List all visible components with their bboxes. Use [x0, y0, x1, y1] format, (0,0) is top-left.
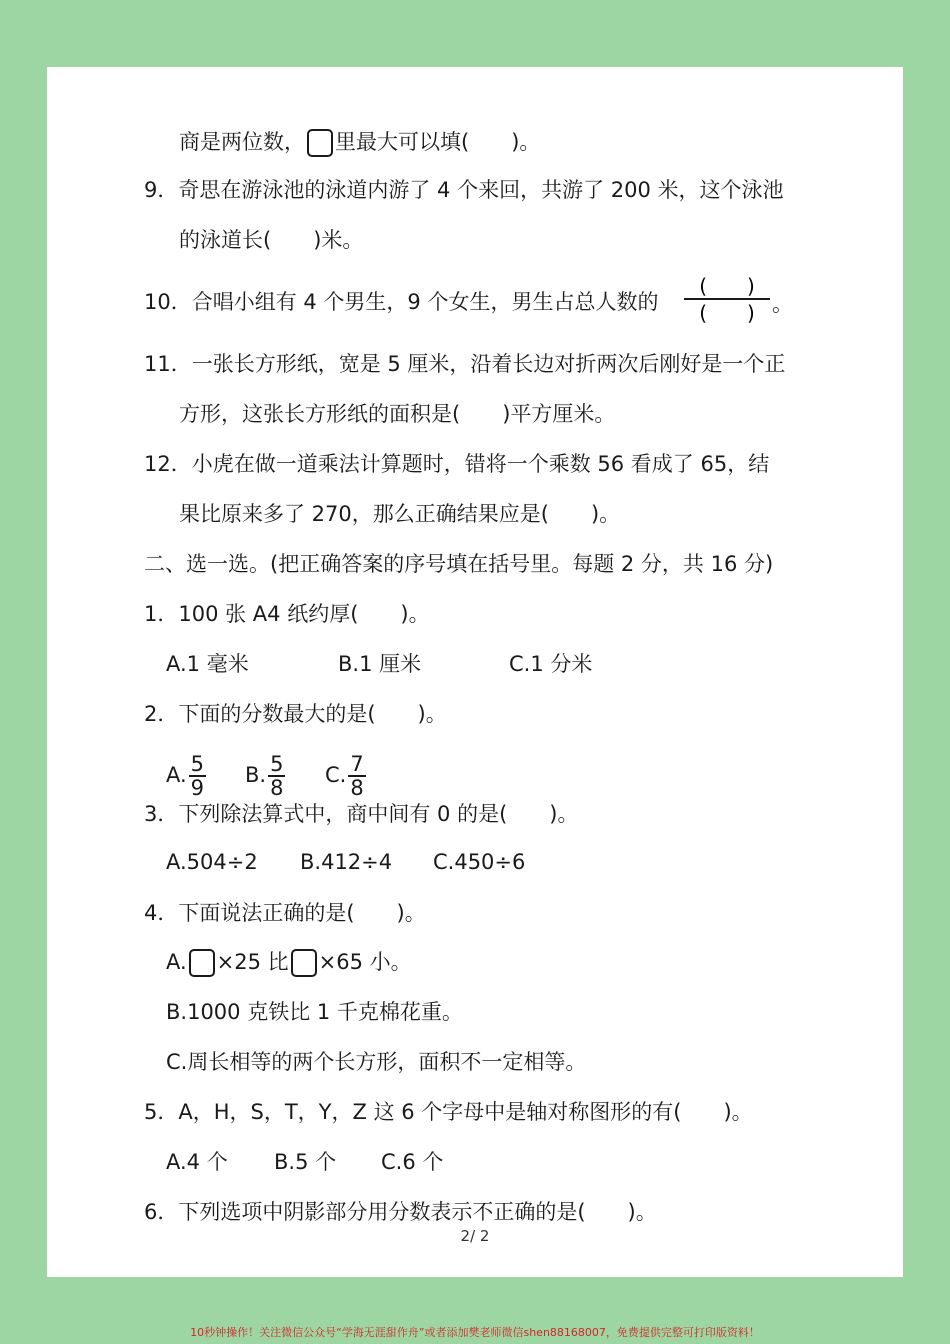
q10-end	[47, 289, 903, 319]
c2-c-label: C.	[325, 763, 347, 787]
c3-option-a: A.504÷2	[166, 850, 258, 874]
choice-2-options	[47, 750, 903, 800]
c2-question: 2．下面的分数最大的是( )。	[144, 702, 447, 726]
c2-a-label: A.	[166, 763, 187, 787]
c2-a-fraction	[189, 753, 206, 799]
q12-text-2: 果比原来多了 270，那么正确结果应是( )。	[179, 502, 621, 526]
c2-b-numerator: 5	[270, 752, 284, 776]
c2-option-c	[325, 750, 368, 800]
q8-text-after: 里最大可以填( )。	[335, 130, 541, 154]
c3-question: 3．下列除法算式中，商中间有 0 的是( )。	[144, 802, 579, 826]
c1-option-b: B.1 厘米	[338, 652, 422, 676]
choice-3-options	[47, 847, 903, 877]
c2-b-denominator: 8	[270, 776, 284, 800]
choice-question-6	[47, 1197, 903, 1227]
q8-text-before: 商是两位数，	[179, 130, 305, 154]
question-12-line2	[47, 499, 903, 529]
blank-box	[291, 949, 317, 977]
q9-text-2: 的泳道长( )米。	[179, 228, 364, 252]
q9-text-1: 9．奇思在游泳池的泳道内游了 4 个来回，共游了 200 米，这个泳池	[144, 178, 784, 202]
c2-c-numerator: 7	[350, 752, 364, 776]
c2-b-label: B.	[245, 763, 267, 787]
question-11-line2	[47, 399, 903, 429]
c6-question: 6．下列选项中阴影部分用分数表示不正确的是( )。	[144, 1200, 657, 1224]
c3-option-c: C.450÷6	[433, 850, 526, 874]
choice-question-4	[47, 898, 903, 928]
choice-4-option-b	[47, 997, 903, 1027]
c2-a-numerator: 5	[190, 752, 205, 776]
question-9-line1	[47, 175, 903, 205]
question-9-line2	[47, 225, 903, 255]
c2-option-b	[245, 750, 287, 800]
q10-fraction-numerator: ( )	[699, 274, 755, 298]
q8-continuation	[47, 127, 903, 157]
section-2-title: 二、选一选。(把正确答案的序号填在括号里。每题 2 分，共 16 分)	[144, 552, 774, 576]
q11-text-2: 方形，这张长方形纸的面积是( )平方厘米。	[179, 402, 616, 426]
section-2-heading	[47, 549, 903, 579]
c4-question: 4．下面说法正确的是( )。	[144, 901, 426, 925]
choice-question-3	[47, 799, 903, 829]
c5-question: 5．A，H，S，T，Y，Z 这 6 个字母中是轴对称图形的有( )。	[144, 1100, 753, 1124]
blank-box	[307, 129, 333, 157]
q10-period: 。	[772, 292, 793, 316]
worksheet-page	[47, 67, 903, 1277]
c2-b-fraction	[268, 753, 285, 799]
c2-c-fraction	[348, 753, 365, 799]
choice-question-5	[47, 1097, 903, 1127]
q11-text-1: 11．一张长方形纸，宽是 5 厘米，沿着长边对折两次后刚好是一个正	[144, 352, 786, 376]
choice-question-2	[47, 699, 903, 729]
blank-box	[189, 949, 215, 977]
choice-4-option-c	[47, 1047, 903, 1077]
c5-option-c: C.6 个	[381, 1150, 444, 1174]
c2-c-denominator: 8	[350, 776, 364, 800]
c2-option-a	[166, 750, 208, 800]
c5-option-a: A.4 个	[166, 1150, 228, 1174]
c2-a-denominator: 9	[190, 776, 205, 800]
question-11-line1	[47, 349, 903, 379]
choice-1-options	[47, 649, 903, 679]
c4-option-c: C.周长相等的两个长方形，面积不一定相等。	[166, 1050, 587, 1074]
c1-option-c: C.1 分米	[509, 652, 593, 676]
c4-a-end: ×65 小。	[318, 950, 412, 974]
question-12-line1	[47, 449, 903, 479]
page-number: 2/ 2	[460, 1227, 490, 1245]
c1-question: 1．100 张 A4 纸约厚( )。	[144, 602, 430, 626]
c4-a-label: A.	[166, 950, 187, 974]
q10-text: 10．合唱小组有 4 个男生，9 个女生，男生占总人数的	[144, 290, 659, 314]
choice-5-options	[47, 1147, 903, 1177]
q10-fraction-denominator: ( )	[699, 301, 755, 325]
footer-notice: 10秒钟操作！关注微信公众号“学海无涯甜作舟”或者添加樊老师微信shen88168007，免费提供完整可打印版资料！	[190, 1326, 760, 1339]
c4-option-b: B.1000 克铁比 1 千克棉花重。	[166, 1000, 463, 1024]
c1-option-a: A.1 毫米	[166, 652, 249, 676]
choice-question-1	[47, 599, 903, 629]
c3-option-b: B.412÷4	[300, 850, 393, 874]
c4-a-mid: ×25 比	[216, 950, 289, 974]
q12-text-1: 12．小虎在做一道乘法计算题时，错将一个乘数 56 看成了 65，结	[144, 452, 770, 476]
c5-option-b: B.5 个	[274, 1150, 337, 1174]
choice-4-option-a	[47, 947, 903, 977]
